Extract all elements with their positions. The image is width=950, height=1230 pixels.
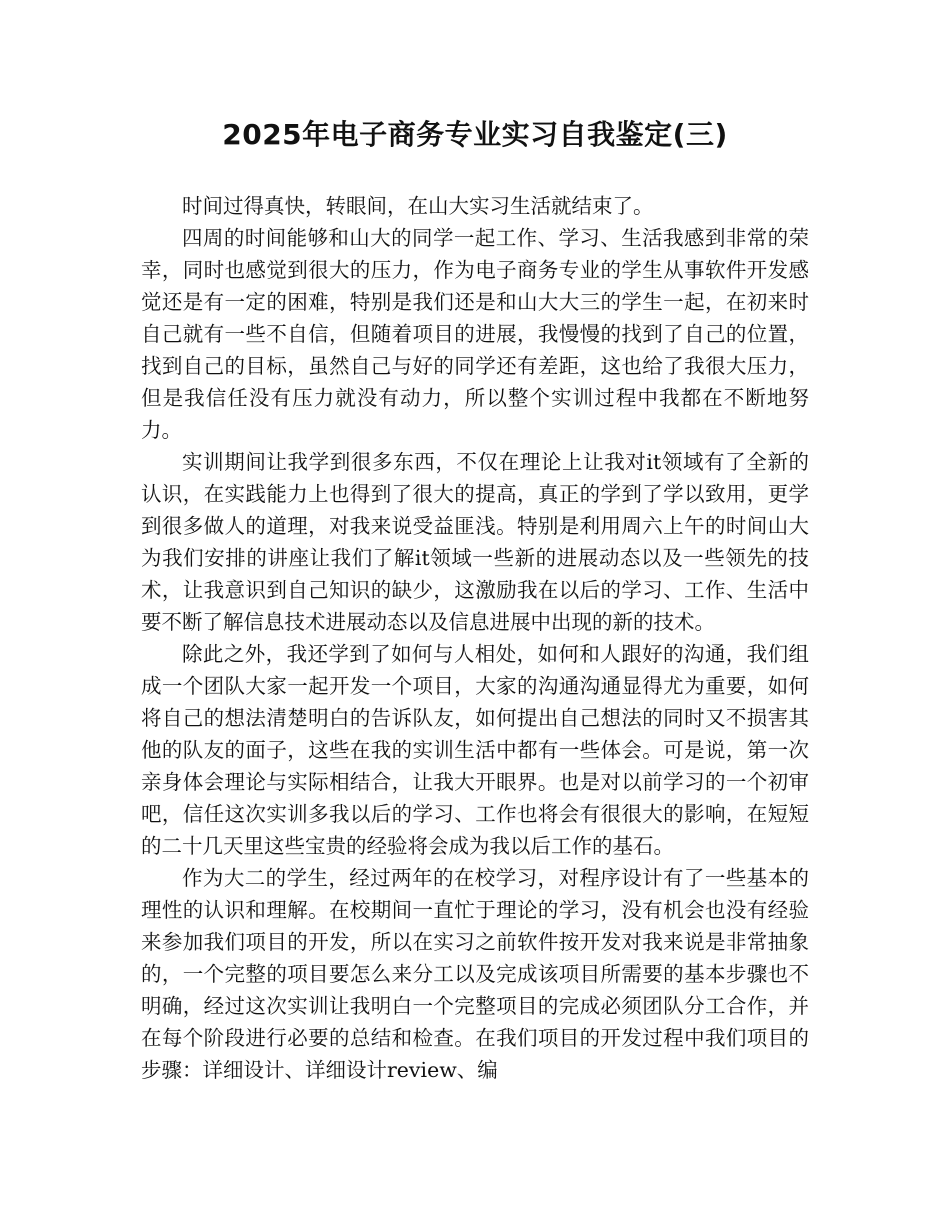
paragraph: 作为大二的学生，经过两年的在校学习，对程序设计有了一些基本的理性的认识和理解。在校期间一直忙于理论的学习，没有机会也没有经验来参加我们项目的开发，所以在实习之前软件按开发对我来说是非常抽象的，一个完整的项目要怎么来分工以及完成该项目所需要的基本步骤也不明确，经过这次实训让我明白一个完整项目的完成必须团队分工合作，并在每个阶段进行必要的总结和检查。在我们项目的开发过程中我们项目的步骤：详细设计、详细设计review、编 (141, 866, 809, 1082)
document-title: 2025年电子商务专业实习自我鉴定(三) (222, 118, 728, 151)
paragraph: 实训期间让我学到很多东西，不仅在理论上让我对it领域有了全新的认识，在实践能力上也得到了很大的提高，真正的学到了学以致用，更学到很多做人的道理，对我来说受益匪浅。特别是利用周六上午的时间山大为我们安排的讲座让我们了解it领域一些新的进展动态以及一些领先的技术，让我意识到自己知识的缺少，这激励我在以后的学习、工作、生活中要不断了解信息技术进展动态以及信息进展中出现的新的技术。 (141, 450, 809, 634)
document-body (141, 190, 809, 1086)
paragraph: 除此之外，我还学到了如何与人相处，如何和人跟好的沟通，我们组成一个团队大家一起开发一个项目，大家的沟通沟通显得尤为重要，如何将自己的想法清楚明白的告诉队友，如何提出自己想法的同时又不损害其他的队友的面子，这些在我的实训生活中都有一些体会。可是说，第一次亲身体会理论与实际相结合，让我大开眼界。也是对以前学习的一个初审吧，信任这次实训多我以后的学习、工作也将会有很很大的影响，在短短的二十几天里这些宝贵的经验将会成为我以后工作的基石。 (141, 642, 809, 858)
paragraph: 时间过得真快，转眼间，在山大实习生活就结束了。 (182, 194, 654, 218)
paragraph: 四周的时间能够和山大的同学一起工作、学习、生活我感到非常的荣幸，同时也感觉到很大的压力，作为电子商务专业的学生从事软件开发感觉还是有一定的困难，特别是我们还是和山大大三的学生一起，在初来时自己就有一些不自信，但随着项目的进展，我慢慢的找到了自己的位置，找到自己的目标，虽然自己与好的同学还有差距，这也给了我很大压力，但是我信任没有压力就没有动力，所以整个实训过程中我都在不断地努力。 (141, 226, 809, 442)
